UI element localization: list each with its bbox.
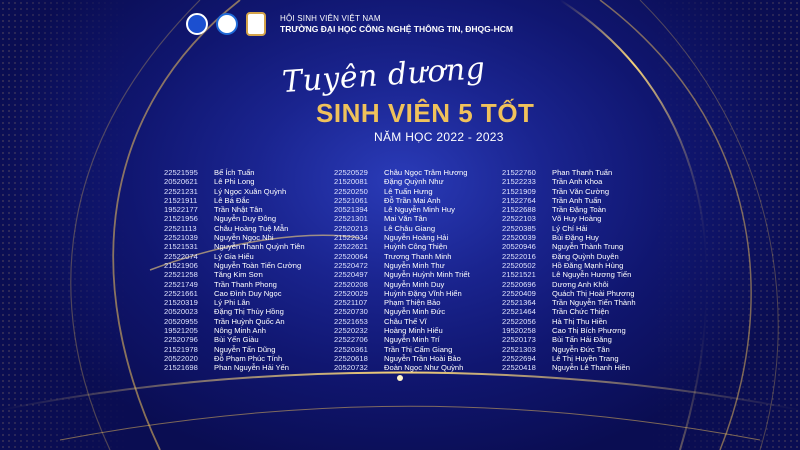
student-name: Nguyễn Minh Đức — [384, 307, 446, 317]
student-id: 22521595 — [164, 168, 198, 177]
student-row — [334, 252, 470, 261]
main-title: SINH VIÊN 5 TỐT — [316, 98, 535, 128]
student-name: Trần Đặng Toàn — [552, 205, 607, 215]
student-id: 22520250 — [334, 186, 368, 196]
student-row — [334, 177, 470, 186]
student-row — [164, 298, 305, 307]
student-id: 22521464 — [502, 307, 536, 317]
student-id: 22520064 — [334, 251, 368, 261]
student-name: Đoàn Ngọc Như Quỳnh — [384, 363, 464, 373]
student-id: 21522688 — [502, 205, 536, 215]
student-row — [334, 354, 470, 363]
school-logo-icon — [186, 13, 208, 35]
student-row — [502, 242, 636, 251]
student-row — [164, 280, 305, 289]
student-name: Lê Tuấn Hưng — [384, 186, 433, 196]
student-id: 22522694 — [502, 353, 536, 363]
student-id: 22522621 — [334, 242, 368, 252]
student-row — [502, 335, 636, 344]
student-row — [502, 187, 636, 196]
student-name: Nguyễn Minh Trí — [384, 335, 440, 345]
student-id: 21520319 — [164, 298, 198, 308]
student-id: 21521531 — [164, 242, 198, 252]
student-row — [334, 280, 470, 289]
student-id: 22520472 — [334, 260, 368, 270]
student-name: Trần Nguyễn Tiến Thành — [552, 298, 636, 308]
student-name: Tăng Kim Sơn — [214, 270, 263, 280]
student-id: 22522056 — [502, 316, 536, 326]
university-crest-icon — [246, 12, 266, 36]
student-name: Trần Thanh Phong — [214, 279, 277, 289]
student-row — [164, 345, 305, 354]
student-id: 19522177 — [164, 205, 198, 215]
student-row — [164, 252, 305, 261]
student-row — [334, 270, 470, 279]
student-row — [502, 326, 636, 335]
student-id: 21521521 — [502, 270, 536, 280]
student-name: Lê Châu Giang — [384, 223, 436, 233]
student-name: Trương Thanh Minh — [384, 251, 452, 261]
student-id: 22521303 — [502, 344, 536, 354]
student-union-logo-icon — [216, 13, 238, 35]
student-id: 22522103 — [502, 214, 536, 224]
student-id: 22520529 — [334, 168, 368, 177]
student-list-column-1 — [164, 168, 305, 373]
student-row — [164, 326, 305, 335]
student-name: Nguyễn Hoàng Hải — [384, 233, 449, 243]
student-id: 21522760 — [502, 168, 536, 177]
student-row — [334, 187, 470, 196]
student-name: Đỗ Phạm Phúc Tính — [214, 353, 283, 363]
student-id: 22520418 — [502, 363, 536, 373]
student-name: Hồ Đăng Mạnh Hùng — [552, 260, 624, 270]
student-name: Nguyễn Thanh Quỳnh Tiên — [214, 242, 305, 252]
student-id: 22520502 — [502, 260, 536, 270]
student-row — [164, 233, 305, 242]
student-name: Nguyễn Trần Hoài Bảo — [384, 353, 461, 363]
student-id: 22521039 — [164, 233, 198, 243]
student-name: Nguyễn Tấn Dũng — [214, 344, 276, 354]
student-name: Trần Chức Thiện — [552, 307, 609, 317]
student-name: Cao Thị Bích Phương — [552, 326, 626, 336]
student-name: Nguyễn Đức Tân — [552, 344, 610, 354]
student-id: 22520232 — [334, 326, 368, 336]
student-name: Đặng Quỳnh Như — [384, 177, 444, 187]
student-id: 21521956 — [164, 214, 198, 224]
student-name: Huỳnh Công Thiện — [384, 242, 448, 252]
student-row — [164, 354, 305, 363]
student-name: Lý Gia Hiếu — [214, 251, 254, 261]
student-row — [334, 233, 470, 242]
student-id: 22522074 — [164, 251, 198, 261]
student-name: Lê Phi Long — [214, 177, 255, 187]
school-year: NĂM HỌC 2022 - 2023 — [374, 130, 504, 144]
student-row — [502, 214, 636, 223]
header-org: HỘI SINH VIÊN VIỆT NAM — [280, 13, 381, 23]
student-id: 20520023 — [164, 307, 198, 317]
student-name: Hà Thị Thu Hiền — [552, 316, 608, 326]
student-id: 22520409 — [502, 288, 536, 298]
student-id: 22522706 — [334, 335, 368, 345]
student-row — [334, 298, 470, 307]
student-id: 22520029 — [334, 288, 368, 298]
student-name: Châu Ngọc Trâm Hương — [384, 168, 468, 177]
student-id: 19520258 — [502, 326, 536, 336]
student-name: Trần Nhật Tân — [214, 205, 263, 215]
student-id: 20520621 — [164, 177, 198, 187]
student-name: Mai Văn Tân — [384, 214, 427, 224]
script-title: Tuyên dương — [281, 50, 487, 101]
student-row — [502, 177, 636, 186]
student-row — [164, 335, 305, 344]
header — [186, 12, 513, 36]
student-name: Trần Huỳnh Quốc An — [214, 316, 285, 326]
student-name: Lý Phi Lân — [214, 298, 250, 308]
student-row — [502, 317, 636, 326]
student-row — [334, 224, 470, 233]
student-id: 22521231 — [164, 186, 198, 196]
student-row — [502, 280, 636, 289]
student-id: 21521698 — [164, 363, 198, 373]
student-name: Dương Anh Khôi — [552, 279, 609, 289]
student-row — [502, 233, 636, 242]
student-row — [164, 242, 305, 251]
student-name: Võ Huy Hoàng — [552, 214, 602, 224]
student-id: 22521107 — [334, 298, 368, 308]
student-row — [334, 205, 470, 214]
student-id: 20522020 — [164, 353, 198, 363]
student-row — [334, 242, 470, 251]
student-id: 21520081 — [334, 177, 368, 187]
student-row — [164, 289, 305, 298]
student-id: 22520696 — [502, 279, 536, 289]
student-id: 22520213 — [334, 223, 368, 233]
student-id: 20520955 — [164, 316, 198, 326]
student-id: 20520732 — [334, 363, 368, 373]
student-row — [502, 261, 636, 270]
student-row — [334, 345, 470, 354]
student-name: Phạm Thiện Bảo — [384, 298, 441, 308]
student-id: 20520946 — [502, 242, 536, 252]
student-name: Trần Anh Khoa — [552, 177, 603, 187]
student-row — [334, 363, 470, 372]
student-row — [502, 354, 636, 363]
student-row — [502, 224, 636, 233]
student-id: 22521113 — [164, 223, 197, 233]
student-id: 21521978 — [164, 344, 198, 354]
student-name: Đặng Quỳnh Duyên — [552, 251, 619, 261]
student-name: Châu Thế Vĩ — [384, 316, 427, 326]
student-id: 22521364 — [502, 298, 536, 308]
student-row — [164, 196, 305, 205]
student-name: Lê Bá Đắc — [214, 195, 250, 205]
student-row — [502, 252, 636, 261]
student-row — [502, 168, 636, 177]
student-name: Hoàng Minh Hiếu — [384, 326, 443, 336]
student-name: Đặng Thị Thủy Hồng — [214, 307, 284, 317]
student-name: Đỗ Trần Mai Anh — [384, 195, 441, 205]
student-row — [164, 187, 305, 196]
student-name: Bùi Đặng Huy — [552, 233, 599, 243]
student-row — [334, 307, 470, 316]
student-list-column-3 — [502, 168, 636, 373]
student-id: 22521301 — [334, 214, 368, 224]
student-id: 21521911 — [164, 195, 198, 205]
student-name: Nguyễn Thành Trung — [552, 242, 624, 252]
student-name: Lê Nguyễn Minh Huy — [384, 205, 455, 215]
student-name: Phan Thanh Tuấn — [552, 168, 613, 177]
student-name: Nguyễn Duy Đông — [214, 214, 277, 224]
student-row — [334, 335, 470, 344]
student-id: 22521258 — [164, 270, 198, 280]
student-name: Lê Nguyễn Hương Tiến — [552, 270, 632, 280]
student-name: Nguyễn Toàn Tiến Cường — [214, 260, 302, 270]
student-id: 22521749 — [164, 279, 198, 289]
student-id: 22521653 — [334, 316, 368, 326]
student-id: 21521909 — [502, 186, 536, 196]
student-row — [164, 214, 305, 223]
student-id: 20521394 — [334, 205, 368, 215]
student-row — [164, 168, 305, 177]
student-name: Phan Nguyễn Hải Yến — [214, 363, 290, 373]
header-school: TRƯỜNG ĐẠI HỌC CÔNG NGHỆ THÔNG TIN, ĐHQG-HCM — [280, 23, 513, 34]
student-name: Trần Anh Tuấn — [552, 195, 602, 205]
student-id: 21522034 — [334, 233, 368, 243]
student-id: 21522233 — [502, 177, 536, 187]
student-id: 22520039 — [502, 233, 536, 243]
student-row — [164, 224, 305, 233]
student-name: Quách Thị Hoài Phương — [552, 288, 635, 298]
student-id: 21522764 — [502, 195, 536, 205]
student-list-column-2 — [334, 168, 470, 373]
student-id: 22520618 — [334, 353, 368, 363]
student-row — [164, 363, 305, 372]
student-row — [502, 289, 636, 298]
student-name: Lý Chí Hải — [552, 223, 588, 233]
student-name: Bế Ích Tuấn — [214, 168, 255, 177]
student-row — [164, 307, 305, 316]
student-name: Cao Đình Duy Ngọc — [214, 288, 282, 298]
student-row — [334, 317, 470, 326]
student-name: Nguyễn Minh Thư — [384, 260, 445, 270]
student-id: 22522016 — [502, 251, 536, 261]
student-id: 22521061 — [334, 195, 368, 205]
student-name: Châu Hoàng Tuệ Mẫn — [214, 223, 289, 233]
student-row — [164, 177, 305, 186]
student-id: 22520173 — [502, 335, 536, 345]
student-id: 22520730 — [334, 307, 368, 317]
student-row — [502, 363, 636, 372]
student-name: Bùi Tấn Hải Đăng — [552, 335, 612, 345]
student-row — [334, 289, 470, 298]
student-id: 22520497 — [334, 270, 368, 280]
student-row — [502, 196, 636, 205]
student-name: Nguyễn Ngọc Nhi — [214, 233, 274, 243]
student-row — [502, 205, 636, 214]
student-row — [334, 261, 470, 270]
student-row — [164, 317, 305, 326]
student-id: 22520796 — [164, 335, 198, 345]
student-id: 22521661 — [164, 288, 198, 298]
student-row — [502, 345, 636, 354]
student-name: Nông Minh Anh — [214, 326, 266, 336]
student-row — [502, 298, 636, 307]
student-name: Trần Văn Cường — [552, 186, 610, 196]
student-name: Nguyễn Lê Thanh Hiền — [552, 363, 630, 373]
student-id: 22520208 — [334, 279, 368, 289]
student-name: Lý Ngọc Xuân Quỳnh — [214, 186, 287, 196]
student-row — [164, 270, 305, 279]
student-row — [334, 326, 470, 335]
student-row — [334, 214, 470, 223]
student-name: Bùi Yến Giàu — [214, 335, 259, 345]
student-name: Nguyễn Huỳnh Minh Triết — [384, 270, 470, 280]
student-row — [164, 261, 305, 270]
student-row — [334, 196, 470, 205]
student-name: Huỳnh Đặng Vĩnh Hiển — [384, 288, 462, 298]
student-name: Nguyễn Minh Duy — [384, 279, 445, 289]
student-name: Lê Thị Huyền Trang — [552, 353, 619, 363]
student-id: 22520385 — [502, 223, 536, 233]
student-row — [334, 168, 470, 177]
student-id: 21521906 — [164, 260, 198, 270]
student-row — [164, 205, 305, 214]
student-id: 19521205 — [164, 326, 198, 336]
student-row — [502, 307, 636, 316]
student-id: 22520361 — [334, 344, 368, 354]
student-row — [502, 270, 636, 279]
student-name: Trần Thị Cẩm Giang — [384, 344, 453, 354]
